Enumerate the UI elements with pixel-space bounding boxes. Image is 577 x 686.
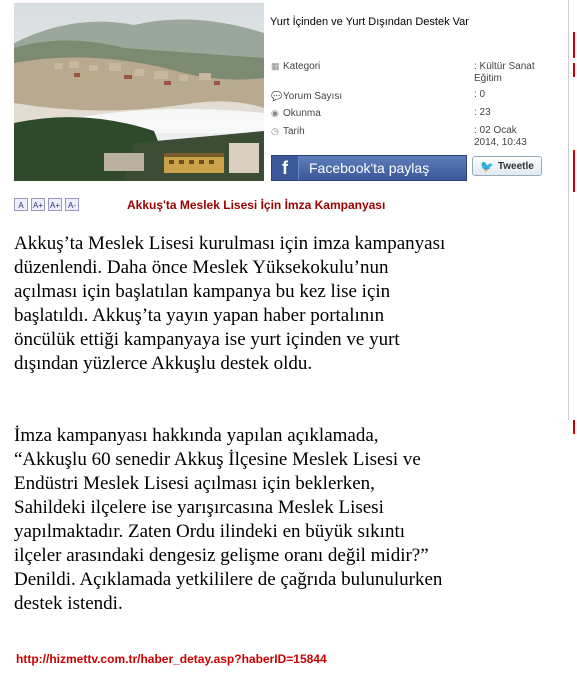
meta-views-label: ◉ Okunma (271, 108, 321, 119)
meta-views-value: : 23 (474, 107, 491, 118)
eye-icon: ◉ (271, 108, 279, 118)
meta-category-label: ▦ Kategori (271, 61, 321, 72)
meta-comments-value: : 0 (474, 89, 486, 100)
comment-icon: 💬 (271, 91, 283, 101)
article-paragraph-2: İmza kampanyası hakkında yapılan açıklamada, “Akkuşlu 60 senedir Akkuş İlçesine Meslek Lisesi ve Endüstri Meslek Lisesi açılması için beklerken, Sahildeki ilçelere ise yarışırcasına Meslek Lisesi yapılmaktadır. Zaten Ordu ilindeki en büyük sıkıntı ilçeler arasındaki dengesiz gelişme oranı değil midir?” Denildi. Açıklamada yetkililere de çağrıda bulunulurken destek istendi. (14, 425, 443, 614)
font-decrease-button[interactable]: A- (65, 198, 79, 211)
town-photo (14, 3, 264, 181)
tweet-button[interactable] (472, 156, 542, 176)
category-icon: ▦ (271, 61, 280, 71)
article-headline: Akkuş'ta Meslek Lisesi İçin İmza Kampanyası (127, 198, 386, 212)
font-increase-button[interactable]: A+ (31, 198, 45, 211)
font-size-controls (14, 198, 79, 211)
twitter-bird-icon: 🐦 (480, 160, 494, 173)
meta-comments-label: 💬Yorum Sayısı (271, 91, 343, 102)
meta-category-value: : Kültür Sanat Eğitim (474, 61, 535, 84)
article-side-title: Yurt İçinden ve Yurt Dışından Destek Var (270, 16, 469, 28)
edge-marker (573, 63, 575, 77)
font-larger-button[interactable]: A+ (48, 198, 62, 211)
edge-marker (573, 32, 575, 58)
article-paragraph-1: Akkuş’ta Meslek Lisesi kurulması için imza kampanyası düzenlendi. Daha önce Meslek Yüksekokulu’nun açılması için başlatılan kampanya bu kez lise için başlatıldı. Akkuş’ta yayın yapan haber portalının öncülük ettiği kampanyaya ise yurt içinden ve yurt dışından yüzlerce Akkuşlu destek oldu. (14, 233, 446, 374)
meta-date-label: ◷ Tarih (271, 126, 305, 137)
facebook-share-label: Facebook'ta paylaş (309, 160, 430, 176)
clock-icon: ◷ (271, 126, 279, 136)
tweet-label: Tweetle (497, 160, 534, 172)
facebook-share-button[interactable] (271, 155, 467, 181)
font-reset-button[interactable]: A (14, 198, 28, 211)
source-link[interactable]: http://hizmettv.com.tr/haber_detay.asp?haberID=15844 (16, 652, 327, 666)
edge-marker (573, 150, 575, 192)
meta-date-value: : 02 Ocak 2014, 10:43 (474, 125, 527, 148)
facebook-icon: f (272, 156, 299, 180)
